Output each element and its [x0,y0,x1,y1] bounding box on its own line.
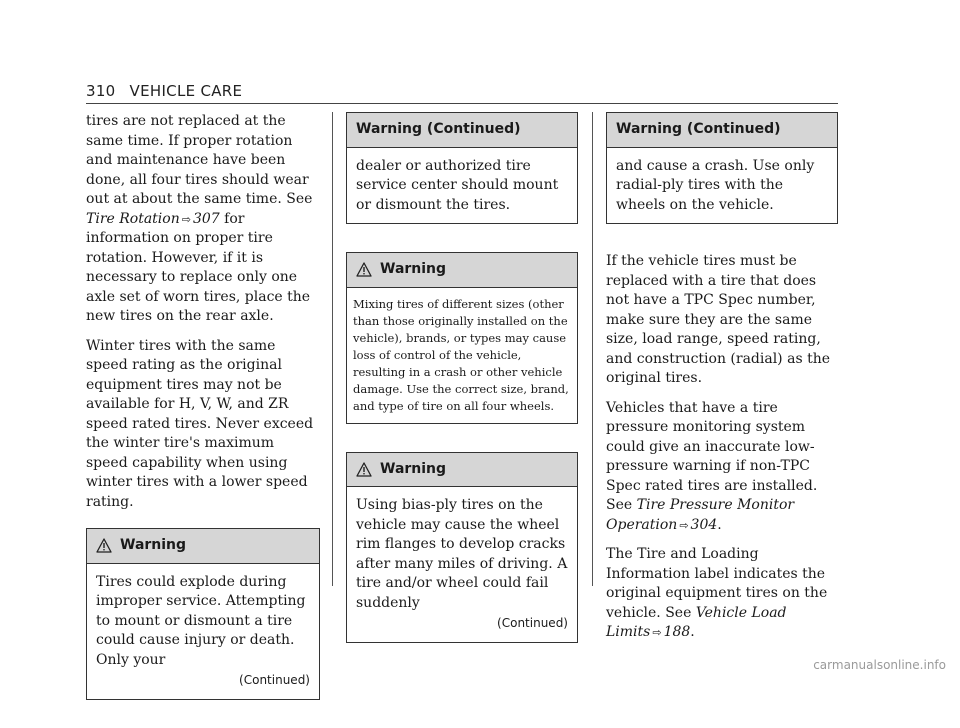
warning-body: Tires could explode during improper service. Attempting to mount or dismount a tire could cause injury or death. Only your (Continued) [87,564,319,699]
paragraph-tire-wear: tires are not replaced at the same time. If proper rotation and maintenance have been done, all four tires should wear out at about the same time. See Tire Rotation ⇨ 307 for information on proper tire rotation. However, if it is necessary to replace only one axle set of worn tires, place the new tires on the rear axle. [86,113,313,324]
warning-header: Warning (Continued) [347,113,577,148]
continued-label: (Continued) [497,616,568,630]
warning-header [87,529,319,564]
warning-triangle-icon [96,538,112,553]
xref-tire-rotation[interactable]: Tire Rotation [86,210,180,227]
column-1 [86,112,320,728]
warning-title: Warning [380,460,447,477]
warning-box-tires-explode [86,528,320,700]
page-header [86,82,242,100]
page-ref-arrow-icon: ⇨ [679,518,689,532]
xref-page[interactable]: 307 [192,210,220,227]
column-divider-1 [332,112,333,586]
paragraph-loading-label: The Tire and Loading Information label indicates the original equipment tires on the vehicle. See Vehicle Load Limits ⇨ 188. [606,546,828,640]
warning-header [347,253,577,288]
warning-box-mixing-tires [346,252,578,424]
xref-vehicle-load-limits[interactable]: Vehicle Load Limits [606,604,787,640]
warning-body: dealer or authorized tire service center should mount or dismount the tires. [356,157,559,213]
warning-title: Warning [380,261,447,277]
xref-page[interactable]: 304 [690,516,718,533]
warning-box-continued-3 [606,112,838,224]
column-3 [606,112,838,653]
page-ref-arrow-icon: ⇨ [181,212,191,226]
page-number: 310 [86,82,116,100]
column-divider-2 [592,112,593,586]
warning-header [347,453,577,488]
paragraph-tpc-spec: If the vehicle tires must be replaced with a tire that does not have a TPC Spec number, make sure they are the same size, load range, speed rating, and construction (radial) as the original tires. [606,253,831,386]
page-ref-arrow-icon: ⇨ [652,626,662,639]
header-rule [86,103,838,104]
warning-box-continued-1 [346,112,578,224]
warning-box-bias-ply [346,452,578,643]
warning-title: Warning [120,537,187,553]
warning-header: Warning (Continued) [607,113,837,148]
warning-body: and cause a crash. Use only radial-ply tires with the wheels on the vehicle. [616,157,815,213]
xref-page[interactable]: 188 [663,624,691,640]
column-2 [346,112,578,671]
paragraph-tpms: Vehicles that have a tire pressure monitoring system could give an inaccurate low-pressure warning if non-TPC Spec rated tires are installed. See Tire Pressure Monitor Operation ⇨ 304. [606,399,818,533]
section-title: VEHICLE CARE [129,82,243,100]
warning-body: Mixing tires of different sizes (other than those originally installed on the vehicle), brands, or types may cause loss of control of the vehicle, resulting in a crash or other vehicle damage. Use the correct size, brand, and type of tire on all four wheels. [353,296,569,413]
watermark: carmanualsonline.info [813,658,946,672]
warning-body: Using bias-ply tires on the vehicle may cause the wheel rim flanges to develop cracks after many miles of driving. A tire and/or wheel could fail suddenly (Continued) [347,487,577,642]
warning-triangle-icon [356,462,372,477]
paragraph-winter-tires: Winter tires with the same speed rating as the original equipment tires may not be available for H, V, W, and ZR speed rated tires. Never exceed the winter tire's maximum speed capability when using winter tires with a lower speed rating. [86,337,314,510]
xref-tire-pressure-monitor[interactable]: Tire Pressure Monitor Operation [606,497,795,533]
warning-triangle-icon [356,262,372,277]
continued-label: (Continued) [239,673,310,687]
